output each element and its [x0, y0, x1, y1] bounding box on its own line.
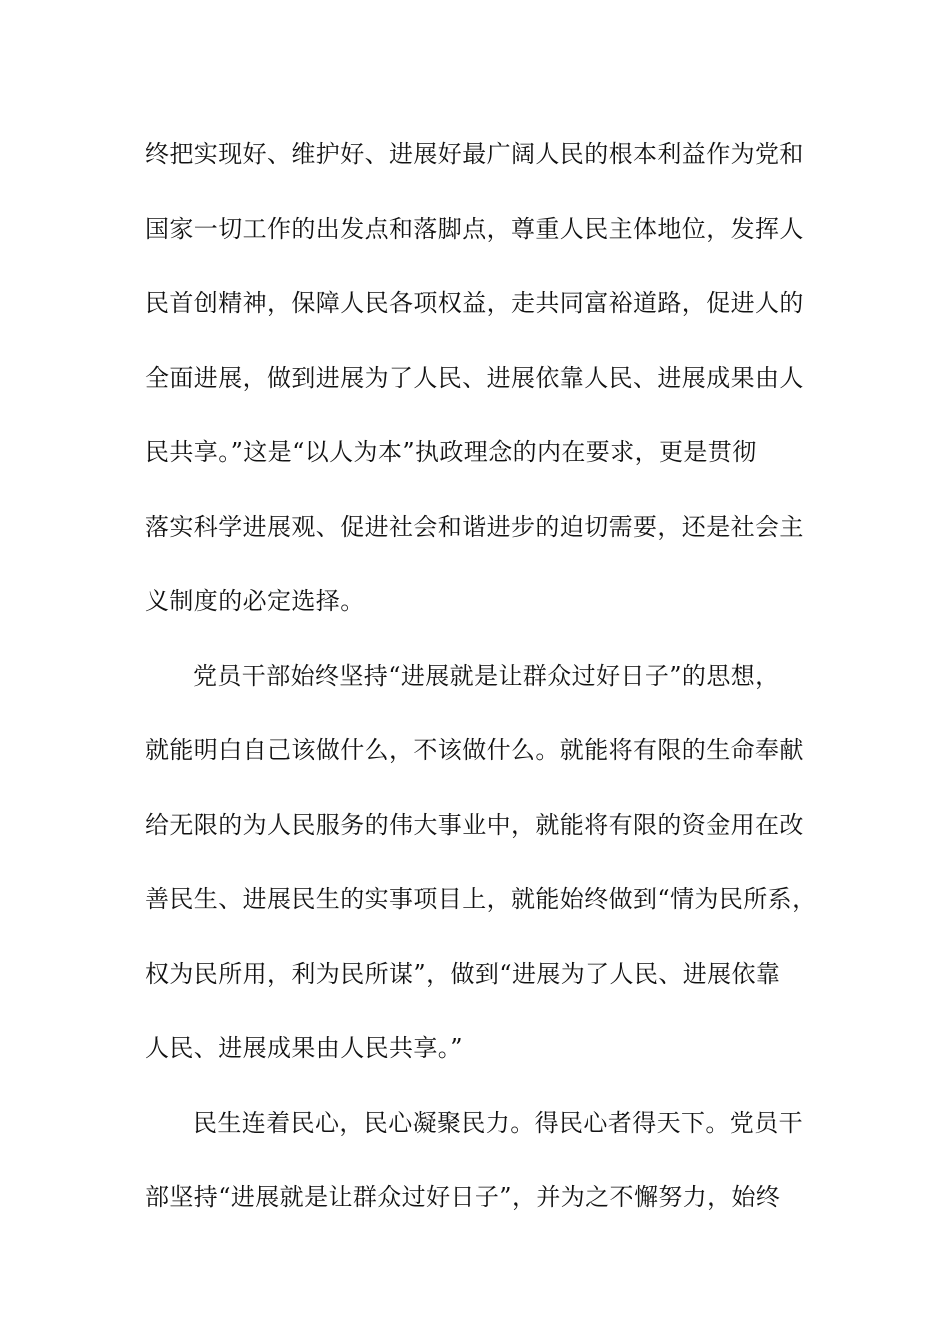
document-body	[145, 130, 817, 1248]
text-line: 善民生、进展民生的实事项目上，就能始终做到“情为民所系，	[145, 885, 817, 913]
text-line: 国家一切工作的出发点和落脚点，尊重人民主体地位，发挥人	[145, 214, 804, 243]
text-line: 民共享。”这是“以人为本”执政理念的内在要求，更是贯彻	[145, 438, 757, 466]
text-line: 落实科学进展观、促进社会和谐进步的迫切需要，还是社会主	[145, 512, 804, 541]
text-line: 权为民所用，利为民所谋”，做到“进展为了人民、进展依靠	[145, 959, 781, 988]
text-line: 义制度的必定选择。	[145, 587, 365, 615]
text-line: 给无限的为人民服务的伟大事业中，就能将有限的资金用在改	[145, 810, 804, 839]
text-line: 人民、进展成果由人民共享。”	[145, 1034, 463, 1062]
text-line: 民首创精神，保障人民各项权益，走共同富裕道路，促进人的	[145, 289, 804, 317]
text-line: 全面进展，做到进展为了人民、进展依靠人民、进展成果由人	[145, 363, 804, 392]
text-line: 部坚持“进展就是让群众过好日子”，并为之不懈努力，始终	[145, 1183, 781, 1211]
paragraph-first-line: 民生连着民心，民心凝聚民力。得民心者得天下。党员干	[193, 1108, 803, 1137]
paragraph-first-line: 党员干部始终坚持“进展就是让群众过好日子”的思想，	[193, 661, 780, 690]
text-line: 终把实现好、维护好、进展好最广阔人民的根本利益作为党和	[145, 140, 804, 168]
text-line: 就能明白自己该做什么，不该做什么。就能将有限的生命奉献	[145, 736, 804, 764]
